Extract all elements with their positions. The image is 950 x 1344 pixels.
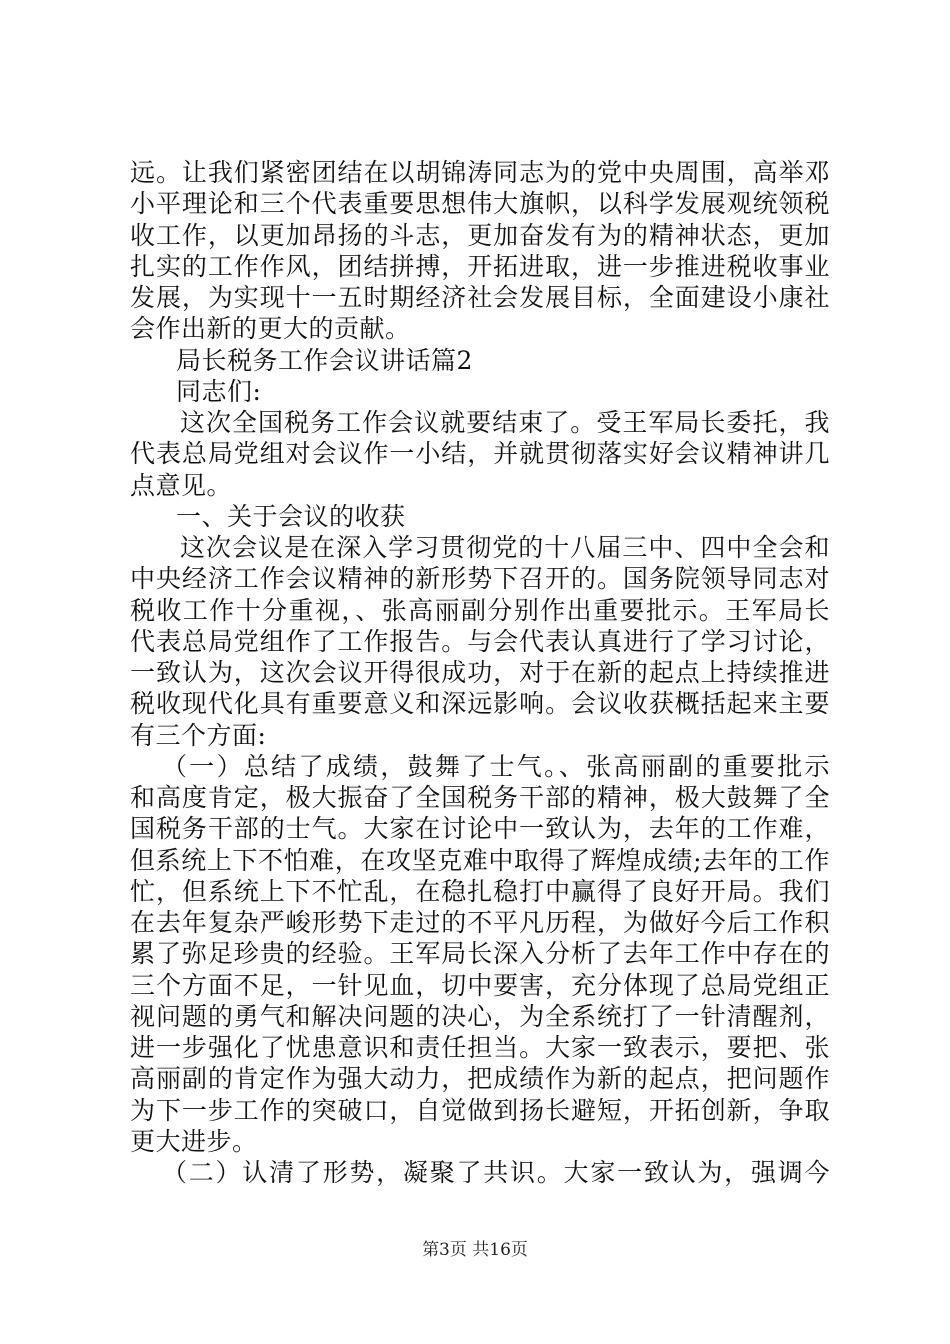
- body-line-32: 更大进步。: [130, 1127, 258, 1156]
- body-line-21: 和高度肯定，极大振奋了全国税务干部的精神，极大鼓舞了全: [130, 783, 830, 812]
- body-line-26: 累了弥足珍贵的经验。王军局长深入分析了去年工作中存在的: [130, 939, 830, 968]
- body-line-23: 但系统上下不怕难，在攻坚克难中取得了辉煌成绩;去年的工作: [130, 846, 830, 875]
- body-line-2: 小平理论和三个代表重要思想伟大旗帜，以科学发展观统领税: [130, 189, 830, 218]
- body-line-11: 点意见。: [130, 471, 233, 500]
- body-line-18: 税收现代化具有重要意义和深远影响。会议收获概括起来主要: [130, 689, 830, 718]
- body-line-25: 在去年复杂严峻形势下走过的不平凡历程，为做好今后工作积: [130, 908, 830, 937]
- body-line-5: 发展，为实现十一五时期经济社会发展目标，全面建设小康社: [130, 283, 830, 312]
- body-line-31: 为下一步工作的突破口，自觉做到扬长避短，开拓创新，争取: [130, 1096, 830, 1125]
- body-line-4: 扎实的工作作风，团结拼搏，开拓进取，进一步推进税收事业: [130, 252, 830, 281]
- body-line-9: 这次全国税务工作会议就要结束了。受王军局长委托，我: [180, 408, 830, 437]
- body-line-17: 一致认为，这次会议开得很成功，对于在新的起点上持续推进: [130, 658, 830, 687]
- body-line-29: 进一步强化了忧患意识和责任担当。大家一致表示，要把、张: [130, 1033, 830, 1062]
- body-line-15: 税收工作十分重视，、张高丽副分别作出重要批示。王军局长: [130, 596, 830, 625]
- body-line-10: 代表总局党组对会议作一小结，并就贯彻落实好会议精神讲几: [130, 439, 830, 468]
- body-line-30: 高丽副的肯定作为强大动力，把成绩作为新的起点，把问题作: [130, 1064, 830, 1093]
- article-heading: 局长税务工作会议讲话篇2: [176, 346, 473, 375]
- body-line-20: （一）总结了成绩，鼓舞了士气。、张高丽副的重要批示: [162, 752, 830, 781]
- body-line-3: 收工作，以更加昂扬的斗志，更加奋发有为的精神状态，更加: [130, 221, 830, 250]
- body-line-1: 远。让我们紧密团结在以胡锦涛同志为的党中央周围，高举邓: [130, 158, 830, 187]
- body-line-6: 会作出新的更大的贡献。: [130, 314, 411, 343]
- body-line-24: 忙，但系统上下不忙乱，在稳扎稳打中赢得了良好开局。我们: [130, 877, 830, 906]
- body-line-28: 视问题的勇气和解决问题的决心，为全系统打了一针清醒剂，: [130, 1002, 830, 1031]
- section-heading-1: 一、关于会议的收获: [176, 502, 406, 531]
- body-line-27: 三个方面不足，一针见血，切中要害，充分体现了总局党组正: [130, 971, 830, 1000]
- body-line-14: 中央经济工作会议精神的新形势下召开的。国务院领导同志对: [130, 564, 830, 593]
- body-line-13: 这次会议是在深入学习贯彻党的十八届三中、四中全会和: [180, 533, 830, 562]
- body-line-33: （二）认清了形势，凝聚了共识。大家一致认为，强调今: [162, 1158, 830, 1187]
- body-line-22: 国税务干部的士气。大家在讨论中一致认为，去年的工作难，: [130, 814, 830, 843]
- salutation: 同志们:: [176, 377, 262, 406]
- body-line-16: 代表总局党组作了工作报告。与会代表认真进行了学习讨论，: [130, 627, 830, 656]
- body-line-19: 有三个方面:: [130, 721, 267, 750]
- page-footer: 第3页 共16页: [422, 1240, 528, 1260]
